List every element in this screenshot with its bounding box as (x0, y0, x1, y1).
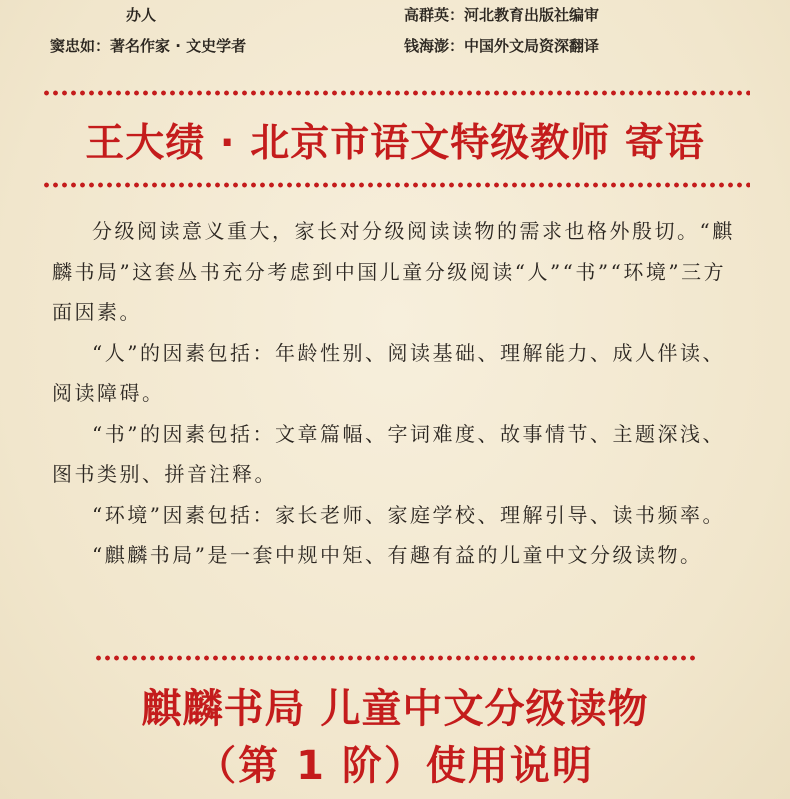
dotted-divider-under-title (42, 182, 750, 188)
credit-line-left-1: 办人 (126, 6, 157, 24)
bottom-title-line-1: 麒麟书局 儿童中文分级读物 (141, 686, 649, 732)
paragraph-intro: 分级阅读意义重大，家长对分级阅读读物的需求也格外殷切。“麒麟书局”这套丛书充分考虑到中国儿童分级阅读“人”“书”“环境”三方面因素。 (52, 219, 735, 324)
section-title: 王大绩 · 北京市语文特级教师 寄语 (85, 121, 705, 166)
credit-line-right-2: 钱海澎：中国外文局资深翻译 (404, 37, 600, 55)
dotted-divider-top (42, 90, 750, 96)
dotted-divider-bottom (94, 655, 698, 661)
foreword-body (52, 211, 742, 576)
paragraph-person-factors: “人”的因素包括：年龄性别、阅读基础、理解能力、成人伴读、阅读障碍。 (52, 340, 725, 405)
credit-line-right-1: 高群英：河北教育出版社编审 (404, 6, 600, 24)
paragraph-conclusion: “麒麟书局”是一套中规中矩、有趣有益的儿童中文分级读物。 (92, 543, 703, 567)
paragraph-book-factors: “书”的因素包括：文章篇幅、字词难度、故事情节、主题深浅、图书类别、拼音注释。 (52, 421, 725, 486)
credit-line-left-2: 窦忠如：著名作家 · 文史学者 (50, 37, 247, 55)
paragraph-environment-factors: “环境”因素包括：家长老师、家庭学校、理解引导、读书频率。 (92, 502, 725, 527)
bottom-title-line-2: （第 1 阶）使用说明 (196, 743, 594, 789)
